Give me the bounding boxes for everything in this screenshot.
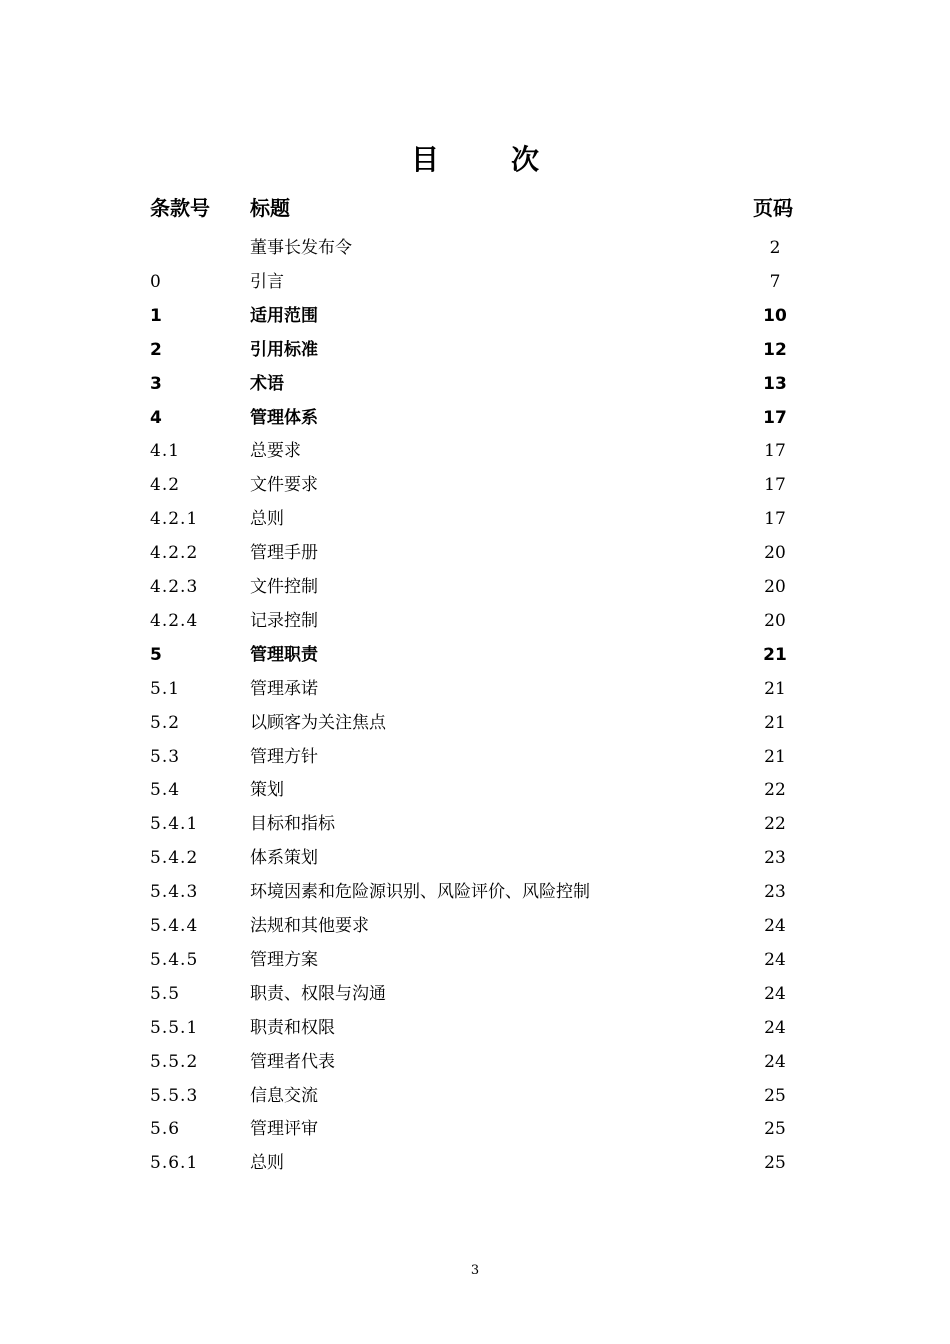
toc-entry bbox=[0, 403, 950, 433]
toc-entry bbox=[0, 809, 950, 839]
toc-entry-number: 5.4.2 bbox=[150, 848, 199, 869]
toc-entry bbox=[0, 979, 950, 1009]
toc-entry bbox=[0, 538, 950, 568]
toc-entry-number: 2 bbox=[150, 339, 163, 360]
toc-entry-page: 21 bbox=[764, 678, 786, 699]
page-column-header: 页码 bbox=[753, 196, 793, 220]
toc-entry bbox=[0, 470, 950, 500]
toc-entry-number: 5.4.4 bbox=[150, 916, 199, 936]
toc-entry bbox=[0, 436, 950, 466]
toc-entry-title: 管理职责 bbox=[250, 644, 318, 665]
toc-entry-page: 22 bbox=[764, 814, 786, 835]
toc-entry-page: 22 bbox=[764, 780, 786, 801]
toc-entry bbox=[0, 742, 950, 772]
toc-entry-number: 4 bbox=[150, 407, 163, 428]
title-char-2: 次 bbox=[511, 143, 540, 176]
toc-entry-page: 25 bbox=[764, 1153, 786, 1174]
toc-entry bbox=[0, 233, 950, 263]
toc-entry-title: 文件控制 bbox=[250, 577, 318, 597]
toc-entry-page: 20 bbox=[764, 610, 786, 631]
toc-entry-number: 5.4.5 bbox=[150, 949, 199, 970]
toc-entry-number: 5.5 bbox=[150, 983, 181, 1004]
toc-entry bbox=[0, 877, 950, 907]
clause-column-header: 条款号 bbox=[150, 196, 210, 220]
toc-entry-number: 5.6.1 bbox=[150, 1153, 199, 1174]
toc-entry-page: 17 bbox=[764, 509, 786, 530]
toc-entry bbox=[0, 1047, 950, 1077]
toc-entry-number: 5.5.3 bbox=[150, 1085, 199, 1106]
toc-entry-number: 4.2 bbox=[150, 475, 181, 496]
toc-entry-page: 17 bbox=[763, 407, 787, 428]
toc-entry bbox=[0, 572, 950, 602]
toc-entry-number: 1 bbox=[150, 305, 163, 326]
toc-entry-title: 环境因素和危险源识别、风险评价、风险控制 bbox=[250, 882, 590, 903]
toc-entry-page: 24 bbox=[764, 1017, 786, 1038]
toc-entry-page: 17 bbox=[764, 441, 786, 462]
toc-entry-number: 5.4.1 bbox=[150, 814, 199, 835]
toc-entry bbox=[0, 1148, 950, 1178]
toc-entry-title: 董事长发布令 bbox=[250, 238, 352, 258]
toc-entry bbox=[0, 1114, 950, 1144]
toc-entry bbox=[0, 945, 950, 975]
toc-entry-title: 总则 bbox=[250, 1153, 284, 1174]
toc-entry-title: 职责、权限与沟通 bbox=[250, 983, 386, 1004]
toc-entry-title: 以顾客为关注焦点 bbox=[250, 712, 386, 733]
toc-entry-title: 职责和权限 bbox=[250, 1017, 335, 1038]
toc-entry-page: 17 bbox=[764, 475, 786, 496]
toc-entry bbox=[0, 267, 950, 297]
toc-entry-page: 23 bbox=[764, 848, 786, 869]
toc-entry-page: 25 bbox=[764, 1119, 786, 1140]
toc-entry-number: 5.5.2 bbox=[150, 1051, 199, 1072]
toc-entry-page: 23 bbox=[764, 882, 786, 903]
toc-entry-page: 24 bbox=[764, 916, 786, 936]
toc-entry bbox=[0, 843, 950, 873]
toc-entry bbox=[0, 606, 950, 636]
toc-entry-title: 术语 bbox=[250, 373, 284, 394]
page-title bbox=[0, 138, 950, 178]
toc-entry-title: 管理承诺 bbox=[250, 678, 318, 699]
title-column-header: 标题 bbox=[250, 196, 290, 220]
toc-entry-page: 20 bbox=[764, 543, 786, 564]
toc-entry-number: 0 bbox=[150, 271, 162, 292]
toc-entry-page: 24 bbox=[764, 1051, 786, 1072]
toc-entry-page: 12 bbox=[763, 339, 787, 360]
toc-entry bbox=[0, 1081, 950, 1111]
toc-entry bbox=[0, 301, 950, 331]
toc-entry bbox=[0, 640, 950, 670]
toc-entry-title: 管理方案 bbox=[250, 949, 318, 970]
toc-entry-title: 管理体系 bbox=[250, 407, 318, 428]
toc-entry-page: 2 bbox=[769, 238, 781, 258]
toc-entry-title: 法规和其他要求 bbox=[250, 916, 369, 936]
toc-header bbox=[0, 192, 950, 222]
toc-entry bbox=[0, 504, 950, 534]
toc-entry-number: 4.1 bbox=[150, 441, 181, 462]
toc-entry-title: 引用标准 bbox=[250, 339, 318, 360]
toc-entry bbox=[0, 335, 950, 365]
toc-entry-number: 4.2.3 bbox=[150, 577, 199, 597]
toc-entry-number: 5.4.3 bbox=[150, 882, 199, 903]
toc-entry-page: 21 bbox=[764, 712, 786, 733]
toc-entry-number: 5.2 bbox=[150, 712, 181, 733]
toc-entry-page: 10 bbox=[763, 305, 787, 326]
toc-entry-page: 25 bbox=[764, 1085, 786, 1106]
toc-entry bbox=[0, 911, 950, 941]
toc-entry-title: 管理者代表 bbox=[250, 1051, 335, 1072]
toc-entry-title: 目标和指标 bbox=[250, 814, 335, 835]
toc-entry-title: 适用范围 bbox=[250, 305, 318, 326]
toc-entry-title: 体系策划 bbox=[250, 848, 318, 869]
toc-entry-page: 21 bbox=[764, 746, 786, 767]
toc-entry bbox=[0, 775, 950, 805]
toc-entry-title: 管理手册 bbox=[250, 543, 318, 564]
toc-entry-number: 5 bbox=[150, 644, 163, 665]
toc-entry-number: 5.1 bbox=[150, 678, 181, 699]
page-number: 3 bbox=[470, 1263, 480, 1278]
toc-entry-number: 3 bbox=[150, 373, 163, 394]
toc-entry bbox=[0, 1013, 950, 1043]
title-char-1: 目 bbox=[410, 143, 439, 176]
toc-entry-title: 引言 bbox=[250, 271, 284, 292]
toc-entry-number: 5.5.1 bbox=[150, 1017, 199, 1038]
toc-entry-number: 4.2.1 bbox=[150, 509, 199, 530]
toc-entry bbox=[0, 369, 950, 399]
toc-entry-number: 5.3 bbox=[150, 746, 181, 767]
toc-entry-title: 总要求 bbox=[250, 441, 301, 462]
toc-entry bbox=[0, 674, 950, 704]
toc-entry-title: 管理评审 bbox=[250, 1119, 318, 1140]
toc-entry-title: 总则 bbox=[250, 509, 284, 530]
toc-entry-title: 文件要求 bbox=[250, 475, 318, 496]
toc-entry-title: 管理方针 bbox=[250, 746, 318, 767]
toc-entry-title: 策划 bbox=[250, 780, 284, 801]
toc-entry-number: 5.4 bbox=[150, 780, 181, 801]
toc-entry-number: 4.2.2 bbox=[150, 543, 199, 564]
toc-entry-number: 4.2.4 bbox=[150, 610, 199, 631]
toc-entry-page: 7 bbox=[769, 271, 781, 292]
toc-entry-page: 21 bbox=[763, 644, 787, 665]
toc-entry-title: 信息交流 bbox=[250, 1085, 318, 1106]
toc-entry bbox=[0, 708, 950, 738]
toc-entry-number: 5.6 bbox=[150, 1119, 181, 1140]
toc-entry-page: 20 bbox=[764, 577, 786, 597]
toc-entry-page: 24 bbox=[764, 983, 786, 1004]
toc-entry-page: 13 bbox=[763, 373, 787, 394]
toc-entry-page: 24 bbox=[764, 949, 786, 970]
toc-entry-title: 记录控制 bbox=[250, 610, 318, 631]
